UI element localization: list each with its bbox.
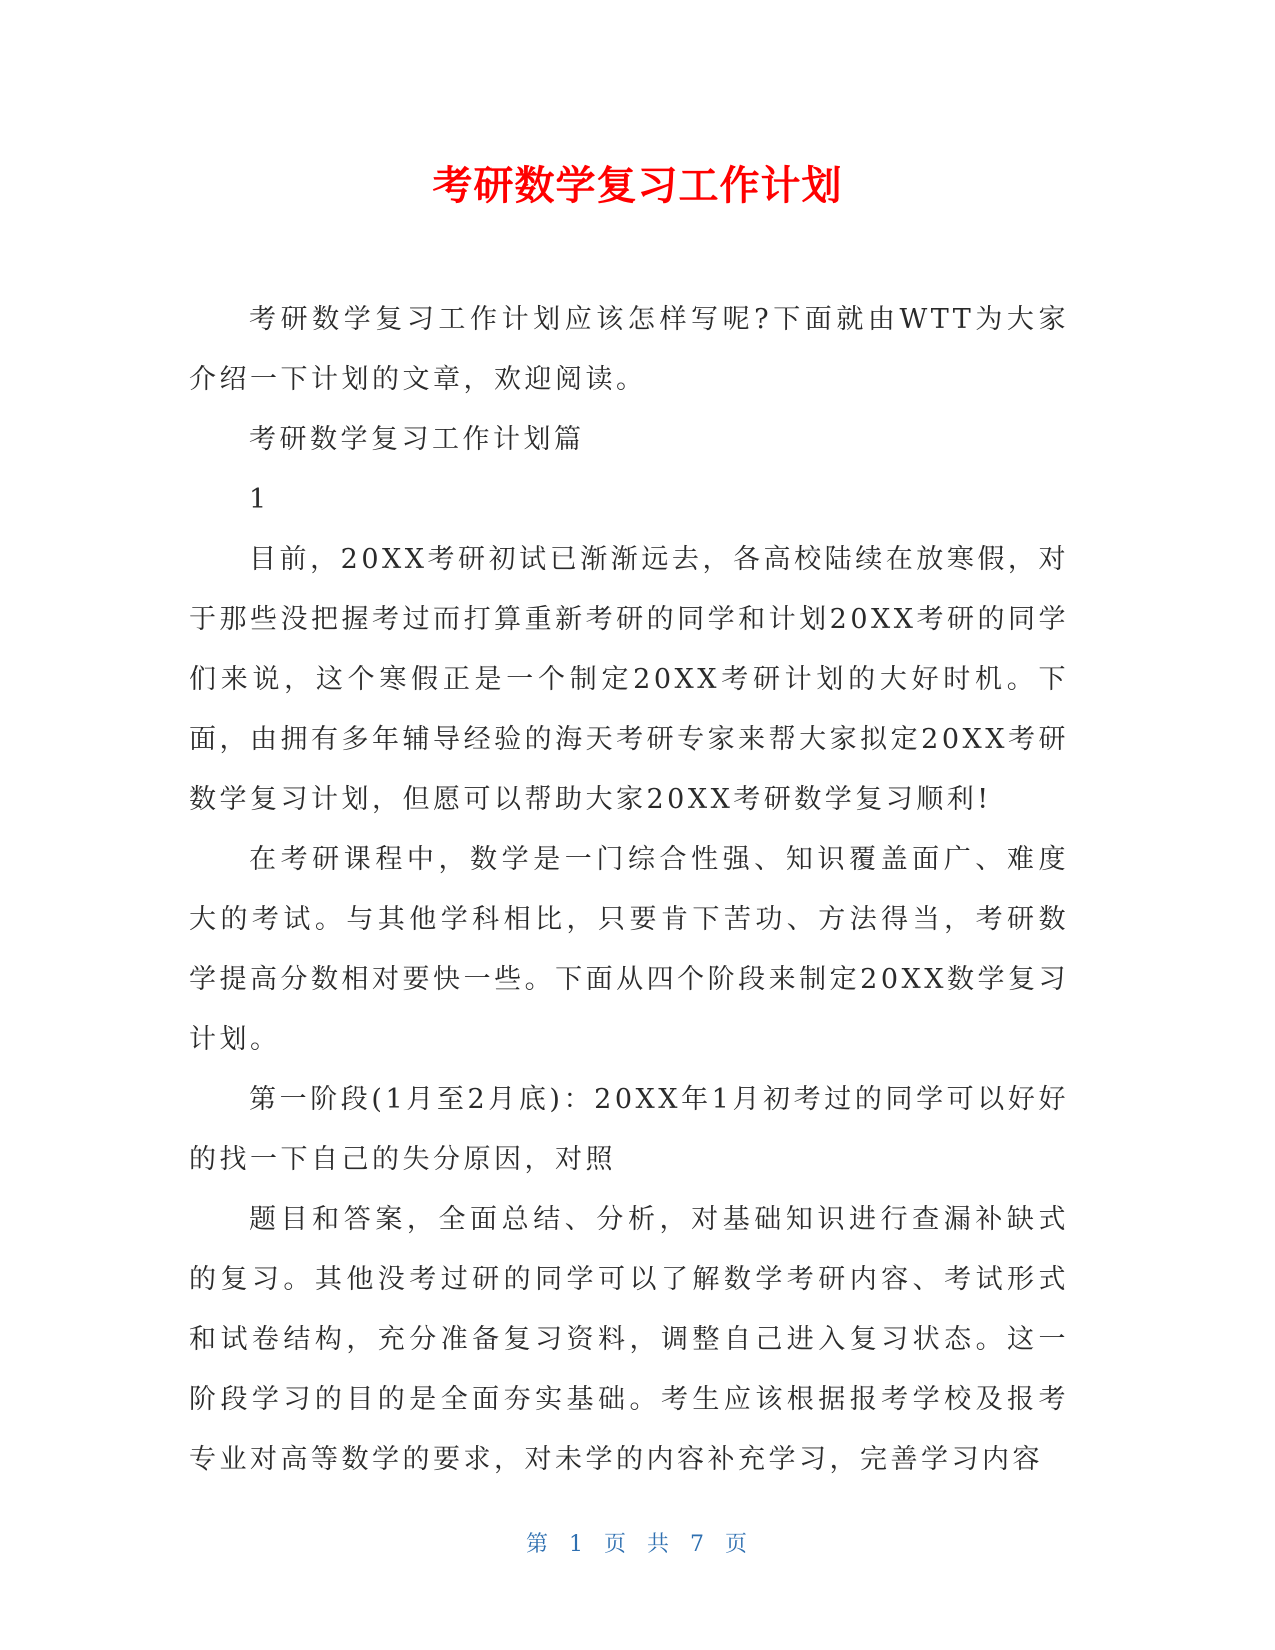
paragraph: 1 [249,484,270,515]
paragraph: 题目和答案，全面总结、分析，对基础知识进行查漏补缺式的复习。其他没考过研的同学可以了解数学考研内容、考试形式和试卷结构，充分准备复习资料，调整自己进入复习状态。这一阶段学习的目的是全面夯实基础。考生应该根据报考学校及报考专业对高等数学的要求，对未学的内容补充学习，完善学习内容 [189,1204,1069,1475]
page-number-footer: 第 1 页 共 7 页 [526,1532,749,1557]
document-body [189,290,1069,1490]
paragraph: 考研数学复习工作计划应该怎样写呢?下面就由WTT为大家介绍一下计划的文章，欢迎阅读。 [189,304,1069,395]
page-title: 考研数学复习工作计划 [432,163,843,209]
paragraph: 目前，20XX考研初试已渐渐远去，各高校陆续在放寒假，对于那些没把握考过而打算重新考研的同学和计划20XX考研的同学们来说，这个寒假正是一个制定20XX考研计划的大好时机。下面，由拥有多年辅导经验的海天考研专家来帮大家拟定20XX考研数学复习计划，但愿可以帮助大家20XX考研数学复习顺利! [189,544,1069,815]
paragraph: 第一阶段(1月至2月底)：20XX年1月初考过的同学可以好好的找一下自己的失分原因，对照 [189,1084,1069,1175]
paragraph: 考研数学复习工作计划篇 [249,424,585,455]
paragraph: 在考研课程中，数学是一门综合性强、知识覆盖面广、难度大的考试。与其他学科相比，只要肯下苦功、方法得当，考研数学提高分数相对要快一些。下面从四个阶段来制定20XX数学复习计划。 [189,844,1069,1055]
